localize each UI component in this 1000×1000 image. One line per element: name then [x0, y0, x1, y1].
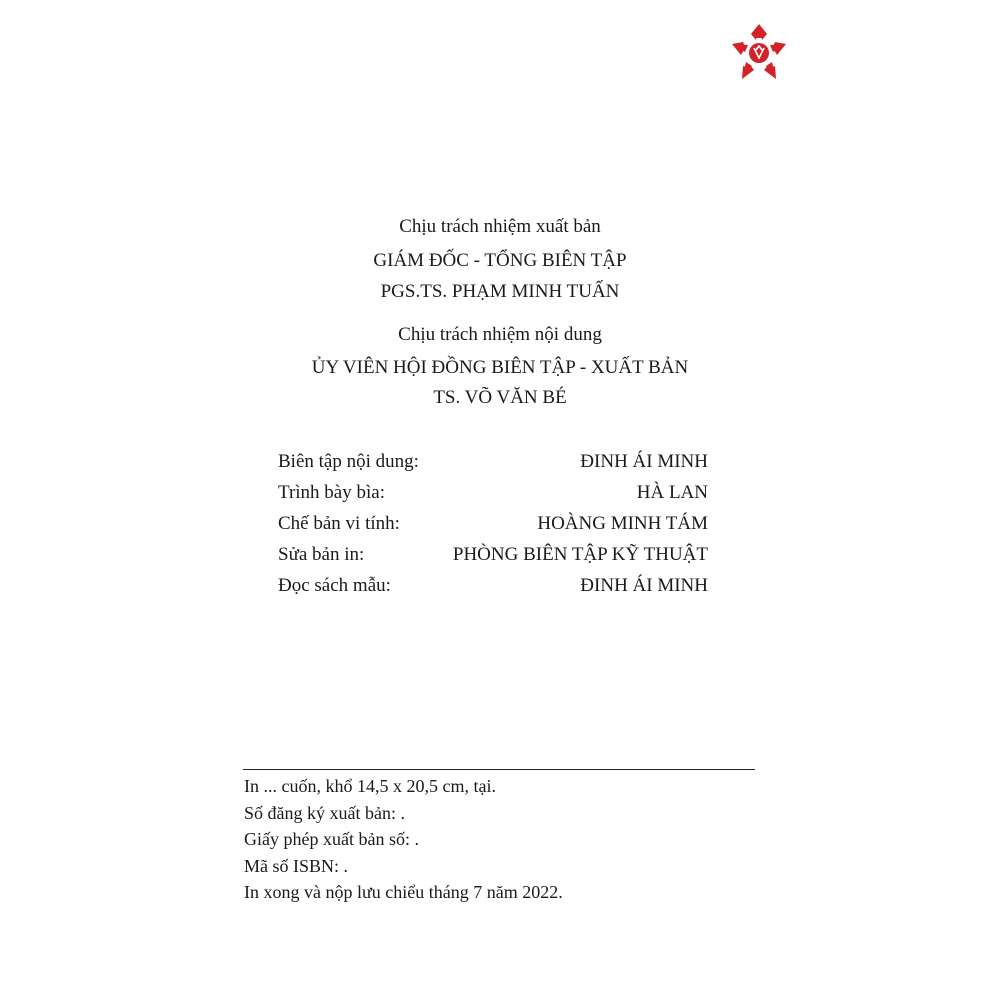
imprint-line: Số đăng ký xuất bản: .	[244, 802, 405, 823]
credit-row	[278, 448, 708, 479]
content-responsible-name: TS. VÕ VĂN BÉ	[433, 387, 567, 408]
credit-row	[278, 479, 708, 510]
imprint-line: In xong và nộp lưu chiểu tháng 7 năm 2022.	[244, 882, 563, 902]
imprint-line: Mã số ISBN: .	[244, 855, 349, 876]
credit-value: ĐINH ÁI MINH	[580, 575, 708, 596]
credit-row	[278, 510, 708, 541]
publishing-director-role: GIÁM ĐỐC - TỔNG BIÊN TẬP	[373, 250, 627, 271]
credit-value: HOÀNG MINH TÁM	[537, 513, 708, 534]
imprint-divider	[243, 769, 755, 770]
publisher-star-logo-icon	[729, 22, 789, 82]
credit-label: Chế bản vi tính:	[278, 513, 400, 534]
credit-row	[278, 572, 708, 603]
content-responsibility-heading: Chịu trách nhiệm nội dung	[398, 324, 602, 345]
credits-list	[278, 448, 708, 603]
publishing-director-name: PGS.TS. PHẠM MINH TUẤN	[380, 281, 620, 302]
credit-row	[278, 541, 708, 572]
imprint-block	[244, 774, 563, 907]
imprint-line: In ... cuốn, khổ 14,5 x 20,5 cm, tại.	[244, 776, 496, 796]
credit-label: Biên tập nội dung:	[278, 451, 419, 472]
credit-label: Đọc sách mẫu:	[278, 575, 391, 596]
content-responsible-role: ỦY VIÊN HỘI ĐỒNG BIÊN TẬP - XUẤT BẢN	[311, 357, 689, 378]
credit-label: Sửa bản in:	[278, 544, 365, 565]
credit-value: PHÒNG BIÊN TẬP KỸ THUẬT	[452, 544, 708, 565]
credit-value: ĐINH ÁI MINH	[580, 451, 708, 472]
imprint-line: Giấy phép xuất bản số: .	[244, 829, 419, 849]
credit-label: Trình bày bìa:	[278, 482, 385, 503]
credit-value: HÀ LAN	[636, 482, 708, 503]
publishing-responsibility-heading: Chịu trách nhiệm xuất bản	[399, 216, 601, 237]
